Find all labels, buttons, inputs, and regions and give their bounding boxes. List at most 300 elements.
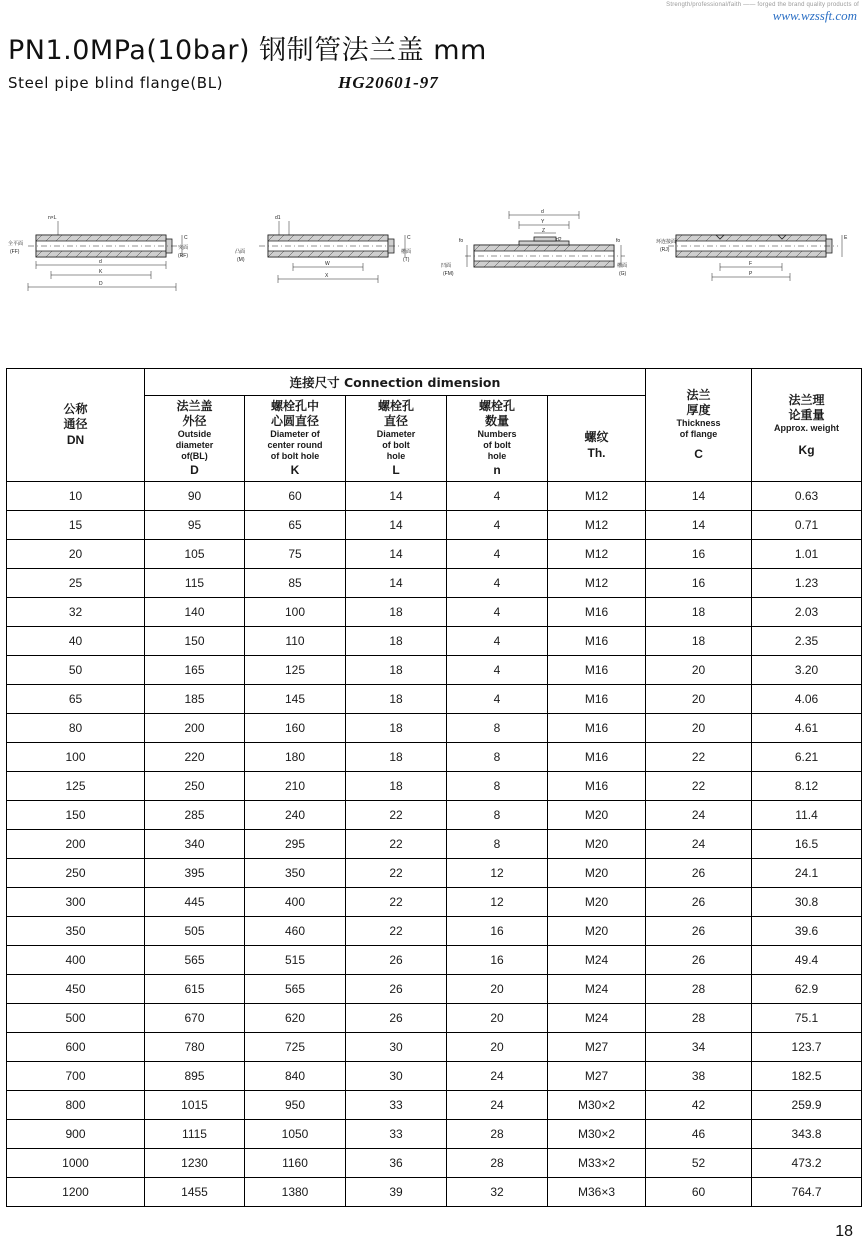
svg-text:E: E: [843, 235, 848, 241]
table-cell-n: 20: [447, 1033, 548, 1062]
table-cell-dn: 25: [7, 569, 145, 598]
table-cell-kg: 16.5: [752, 830, 862, 859]
table-cell-L: 18: [346, 685, 447, 714]
table-cell-K: 240: [245, 801, 346, 830]
figure-male-tongue-flange: [223, 205, 428, 325]
table-cell-dn: 900: [7, 1120, 145, 1149]
table-row: [7, 859, 862, 888]
table-cell-L: 22: [346, 859, 447, 888]
top-banner: [0, 0, 867, 22]
table-cell-kg: 3.20: [752, 656, 862, 685]
table-cell-L: 18: [346, 743, 447, 772]
table-cell-kg: 2.03: [752, 598, 862, 627]
table-cell-n: 12: [447, 888, 548, 917]
table-cell-L: 33: [346, 1120, 447, 1149]
svg-text:(RJ): (RJ): [659, 247, 670, 253]
table-cell-L: 22: [346, 888, 447, 917]
table-cell-th: M30×2: [548, 1120, 646, 1149]
table-cell-n: 28: [447, 1149, 548, 1178]
table-cell-D: 115: [145, 569, 245, 598]
table-cell-L: 14: [346, 540, 447, 569]
table-row: [7, 1004, 862, 1033]
svg-text:n×L: n×L: [48, 215, 57, 221]
table-cell-C: 24: [646, 801, 752, 830]
table-cell-D: 150: [145, 627, 245, 656]
table-cell-th: M16: [548, 656, 646, 685]
table-cell-n: 8: [447, 801, 548, 830]
table-cell-C: 14: [646, 511, 752, 540]
col-header-dn-cn-2: 通径: [63, 417, 88, 431]
table-cell-L: 18: [346, 598, 447, 627]
table-cell-n: 20: [447, 1004, 548, 1033]
table-cell-n: 8: [447, 743, 548, 772]
table-cell-n: 4: [447, 685, 548, 714]
table-row: [7, 772, 862, 801]
col-header-n-en-3: hole: [487, 451, 507, 461]
table-cell-K: 110: [245, 627, 346, 656]
table-cell-D: 140: [145, 598, 245, 627]
table-cell-th: M33×2: [548, 1149, 646, 1178]
table-row: [7, 714, 862, 743]
table-cell-D: 615: [145, 975, 245, 1004]
svg-text:(FF): (FF): [10, 249, 20, 255]
technical-drawings: [6, 205, 861, 325]
table-row: [7, 598, 862, 627]
table-cell-th: M12: [548, 540, 646, 569]
page-subtitle: Steel pipe blind flange(BL): [8, 74, 224, 92]
col-header-d: [145, 396, 245, 482]
table-cell-K: 725: [245, 1033, 346, 1062]
table-cell-n: 28: [447, 1120, 548, 1149]
specification-table-wrap: [6, 368, 861, 1207]
table-cell-C: 26: [646, 917, 752, 946]
table-cell-D: 780: [145, 1033, 245, 1062]
table-cell-L: 26: [346, 946, 447, 975]
table-cell-n: 8: [447, 830, 548, 859]
table-cell-th: M27: [548, 1033, 646, 1062]
table-row: [7, 511, 862, 540]
table-cell-K: 160: [245, 714, 346, 743]
table-cell-n: 8: [447, 772, 548, 801]
table-cell-th: M12: [548, 569, 646, 598]
col-header-thread: [548, 396, 646, 482]
table-cell-dn: 10: [7, 482, 145, 511]
table-cell-C: 26: [646, 859, 752, 888]
table-cell-D: 1230: [145, 1149, 245, 1178]
table-cell-D: 220: [145, 743, 245, 772]
table-cell-L: 14: [346, 482, 447, 511]
table-cell-th: M16: [548, 685, 646, 714]
page-number: 18: [835, 1223, 853, 1240]
table-cell-kg: 4.06: [752, 685, 862, 714]
col-header-l-en-2: of bolt: [382, 440, 410, 450]
page-title-block: [8, 28, 859, 93]
col-header-d-en-3: of(BL): [181, 451, 208, 461]
table-cell-K: 295: [245, 830, 346, 859]
table-row: [7, 830, 862, 859]
table-cell-th: M30×2: [548, 1091, 646, 1120]
table-cell-K: 180: [245, 743, 346, 772]
svg-text:全平面: 全平面: [8, 241, 24, 247]
table-cell-K: 400: [245, 888, 346, 917]
table-cell-K: 620: [245, 1004, 346, 1033]
svg-text:W: W: [324, 261, 330, 267]
table-cell-kg: 343.8: [752, 1120, 862, 1149]
table-cell-K: 100: [245, 598, 346, 627]
col-header-l-sym: L: [392, 463, 400, 477]
table-cell-K: 1160: [245, 1149, 346, 1178]
table-row: [7, 482, 862, 511]
table-cell-dn: 125: [7, 772, 145, 801]
table-cell-th: M24: [548, 975, 646, 1004]
specification-table: [6, 368, 862, 1207]
svg-text:d: d: [99, 259, 102, 265]
col-header-l-cn-1: 螺栓孔: [377, 399, 414, 413]
table-cell-D: 90: [145, 482, 245, 511]
figure-ring-joint-flange: [656, 205, 861, 325]
col-header-d-cn-2: 外径: [182, 414, 207, 428]
table-cell-D: 95: [145, 511, 245, 540]
col-header-weight: [752, 369, 862, 482]
table-cell-C: 20: [646, 685, 752, 714]
table-cell-th: M16: [548, 598, 646, 627]
col-header-weight-sym: Kg: [798, 442, 815, 457]
table-cell-n: 16: [447, 917, 548, 946]
table-cell-D: 895: [145, 1062, 245, 1091]
col-header-c-cn-2: 厚度: [686, 403, 711, 417]
col-header-d-en-2: diameter: [175, 440, 214, 450]
table-cell-kg: 39.6: [752, 917, 862, 946]
svg-text:d1: d1: [274, 215, 281, 221]
svg-text:D: D: [99, 281, 103, 287]
table-cell-n: 4: [447, 627, 548, 656]
table-cell-kg: 62.9: [752, 975, 862, 1004]
table-cell-K: 460: [245, 917, 346, 946]
col-header-l-cn-2: 直径: [383, 414, 408, 428]
table-cell-kg: 24.1: [752, 859, 862, 888]
table-cell-C: 16: [646, 540, 752, 569]
table-cell-th: M20: [548, 859, 646, 888]
table-body: [7, 482, 862, 1207]
svg-text:d2: d2: [556, 237, 562, 243]
table-cell-n: 4: [447, 482, 548, 511]
svg-text:环连接面: 环连接面: [655, 239, 676, 245]
table-row: [7, 743, 862, 772]
table-cell-L: 30: [346, 1033, 447, 1062]
table-cell-C: 18: [646, 598, 752, 627]
table-cell-dn: 600: [7, 1033, 145, 1062]
table-cell-L: 22: [346, 830, 447, 859]
table-cell-n: 24: [447, 1091, 548, 1120]
table-row: [7, 569, 862, 598]
table-cell-C: 20: [646, 714, 752, 743]
table-cell-kg: 1.01: [752, 540, 862, 569]
col-header-thread-cn-1: 螺纹: [584, 430, 609, 444]
table-cell-n: 8: [447, 714, 548, 743]
table-cell-L: 18: [346, 627, 447, 656]
table-cell-L: 26: [346, 975, 447, 1004]
table-cell-kg: 1.23: [752, 569, 862, 598]
table-cell-K: 210: [245, 772, 346, 801]
table-cell-L: 39: [346, 1178, 447, 1207]
col-header-k-cn-2: 心圆直径: [270, 414, 319, 428]
col-header-d-en-1: Outside: [177, 429, 212, 439]
table-cell-D: 1015: [145, 1091, 245, 1120]
table-row: [7, 540, 862, 569]
svg-text:Z: Z: [542, 228, 546, 234]
table-cell-D: 670: [145, 1004, 245, 1033]
table-cell-kg: 182.5: [752, 1062, 862, 1091]
table-row: [7, 1091, 862, 1120]
table-cell-D: 185: [145, 685, 245, 714]
table-cell-n: 20: [447, 975, 548, 1004]
subtitle-row: [8, 73, 859, 93]
table-cell-dn: 50: [7, 656, 145, 685]
col-header-d-cn-1: 法兰盖: [176, 399, 213, 413]
svg-text:P: P: [748, 271, 753, 277]
svg-text:C: C: [406, 235, 411, 241]
table-cell-C: 26: [646, 888, 752, 917]
table-cell-D: 1455: [145, 1178, 245, 1207]
table-cell-L: 36: [346, 1149, 447, 1178]
table-cell-D: 505: [145, 917, 245, 946]
table-cell-kg: 6.21: [752, 743, 862, 772]
table-cell-C: 28: [646, 1004, 752, 1033]
table-cell-C: 16: [646, 569, 752, 598]
table-cell-th: M16: [548, 743, 646, 772]
table-cell-kg: 0.71: [752, 511, 862, 540]
col-header-weight-cn-1: 法兰理: [788, 392, 825, 407]
banner-slogan: Strength/professional/faith —— forged the brand quality products of: [666, 2, 859, 8]
table-cell-dn: 800: [7, 1091, 145, 1120]
table-cell-C: 60: [646, 1178, 752, 1207]
table-cell-n: 24: [447, 1062, 548, 1091]
table-cell-dn: 400: [7, 946, 145, 975]
table-cell-kg: 4.61: [752, 714, 862, 743]
table-cell-L: 26: [346, 1004, 447, 1033]
table-cell-K: 1050: [245, 1120, 346, 1149]
svg-text:槽面: 槽面: [617, 263, 628, 269]
table-cell-dn: 250: [7, 859, 145, 888]
table-cell-L: 14: [346, 569, 447, 598]
table-cell-th: M20: [548, 830, 646, 859]
table-cell-n: 4: [447, 656, 548, 685]
table-cell-L: 22: [346, 917, 447, 946]
table-row: [7, 1033, 862, 1062]
col-header-l-en-1: Diameter: [376, 429, 416, 439]
col-header-l-en-3: hole: [386, 451, 406, 461]
figure-female-groove-flange: [439, 205, 644, 325]
table-cell-D: 105: [145, 540, 245, 569]
table-cell-th: M16: [548, 772, 646, 801]
table-cell-kg: 8.12: [752, 772, 862, 801]
table-cell-n: 16: [447, 946, 548, 975]
table-cell-C: 20: [646, 656, 752, 685]
table-cell-K: 85: [245, 569, 346, 598]
table-cell-th: M36×3: [548, 1178, 646, 1207]
col-header-c-en-1: Thickness: [676, 418, 721, 428]
svg-text:K: K: [99, 269, 103, 275]
table-cell-L: 18: [346, 656, 447, 685]
table-row: [7, 917, 862, 946]
table-cell-kg: 259.9: [752, 1091, 862, 1120]
col-header-l: [346, 396, 447, 482]
col-header-n-sym: n: [493, 463, 501, 477]
table-row: [7, 975, 862, 1004]
table-cell-dn: 20: [7, 540, 145, 569]
col-header-weight-en-1: Approx. weight: [774, 422, 840, 433]
table-cell-K: 60: [245, 482, 346, 511]
table-cell-C: 14: [646, 482, 752, 511]
table-cell-n: 4: [447, 598, 548, 627]
col-header-n-en-1: Numbers: [477, 429, 517, 439]
table-cell-C: 34: [646, 1033, 752, 1062]
table-cell-th: M20: [548, 917, 646, 946]
table-cell-D: 285: [145, 801, 245, 830]
table-cell-th: M12: [548, 482, 646, 511]
table-cell-L: 30: [346, 1062, 447, 1091]
table-cell-th: M24: [548, 946, 646, 975]
col-header-dn: [7, 369, 145, 482]
table-row: [7, 627, 862, 656]
svg-text:(T): (T): [402, 257, 410, 263]
col-header-dn-sym: DN: [66, 433, 85, 447]
table-cell-C: 26: [646, 946, 752, 975]
table-cell-dn: 1200: [7, 1178, 145, 1207]
svg-text:F: F: [748, 261, 753, 267]
col-header-n-cn-2: 数量: [484, 414, 509, 428]
table-cell-th: M24: [548, 1004, 646, 1033]
table-cell-D: 1115: [145, 1120, 245, 1149]
col-header-k-en-2: center round: [267, 440, 323, 450]
table-row: [7, 656, 862, 685]
standard-code: HG20601-97: [338, 73, 439, 92]
table-cell-K: 1380: [245, 1178, 346, 1207]
table-cell-dn: 32: [7, 598, 145, 627]
table-cell-dn: 150: [7, 801, 145, 830]
table-cell-kg: 2.35: [752, 627, 862, 656]
col-header-c-en-2: of flange: [679, 429, 718, 439]
col-header-k-en-3: of bolt hole: [270, 451, 320, 461]
table-row: [7, 946, 862, 975]
table-cell-dn: 200: [7, 830, 145, 859]
table-cell-L: 22: [346, 801, 447, 830]
table-cell-th: M16: [548, 627, 646, 656]
table-cell-kg: 473.2: [752, 1149, 862, 1178]
svg-text:fo: fo: [459, 238, 464, 244]
table-cell-kg: 75.1: [752, 1004, 862, 1033]
table-cell-D: 165: [145, 656, 245, 685]
table-cell-K: 840: [245, 1062, 346, 1091]
table-cell-th: M27: [548, 1062, 646, 1091]
table-cell-D: 445: [145, 888, 245, 917]
col-header-dn-cn-1: 公称: [63, 402, 88, 416]
table-cell-D: 565: [145, 946, 245, 975]
table-cell-th: M12: [548, 511, 646, 540]
table-row: [7, 1178, 862, 1207]
col-header-k: [245, 396, 346, 482]
table-cell-K: 565: [245, 975, 346, 1004]
table-cell-C: 52: [646, 1149, 752, 1178]
table-cell-C: 38: [646, 1062, 752, 1091]
table-cell-K: 75: [245, 540, 346, 569]
table-cell-C: 46: [646, 1120, 752, 1149]
table-cell-L: 18: [346, 772, 447, 801]
table-cell-K: 350: [245, 859, 346, 888]
website-url[interactable]: www.wzssft.com: [772, 8, 857, 23]
svg-text:d: d: [541, 209, 545, 215]
col-group-header-connection: 连接尺寸 Connection dimension: [145, 369, 646, 396]
table-cell-n: 32: [447, 1178, 548, 1207]
table-cell-K: 950: [245, 1091, 346, 1120]
table-cell-kg: 123.7: [752, 1033, 862, 1062]
table-cell-kg: 49.4: [752, 946, 862, 975]
col-header-k-en-1: Diameter of: [270, 429, 320, 439]
svg-text:凹面: 凹面: [441, 263, 452, 269]
table-cell-dn: 100: [7, 743, 145, 772]
svg-text:fo: fo: [616, 238, 621, 244]
table-cell-n: 12: [447, 859, 548, 888]
table-cell-C: 42: [646, 1091, 752, 1120]
table-cell-dn: 15: [7, 511, 145, 540]
table-row: [7, 1149, 862, 1178]
table-cell-th: M16: [548, 714, 646, 743]
table-cell-D: 200: [145, 714, 245, 743]
table-cell-dn: 500: [7, 1004, 145, 1033]
svg-text:(M): (M): [236, 257, 245, 263]
table-cell-C: 28: [646, 975, 752, 1004]
table-cell-dn: 700: [7, 1062, 145, 1091]
col-header-n-cn-1: 螺栓孔: [478, 399, 515, 413]
col-header-c-cn-1: 法兰: [686, 388, 711, 402]
table-cell-dn: 350: [7, 917, 145, 946]
table-cell-D: 340: [145, 830, 245, 859]
svg-text:C: C: [184, 235, 188, 241]
svg-text:槽面: 槽面: [400, 249, 411, 255]
table-row: [7, 685, 862, 714]
table-cell-D: 250: [145, 772, 245, 801]
col-header-k-cn-1: 螺栓孔中: [270, 399, 319, 413]
col-header-d-sym: D: [190, 463, 199, 477]
table-row: [7, 888, 862, 917]
table-cell-L: 18: [346, 714, 447, 743]
col-header-c: [646, 369, 752, 482]
table-cell-K: 145: [245, 685, 346, 714]
svg-text:Y: Y: [541, 219, 545, 225]
col-header-k-sym: K: [290, 463, 300, 477]
table-cell-dn: 80: [7, 714, 145, 743]
table-cell-n: 4: [447, 511, 548, 540]
table-cell-C: 22: [646, 772, 752, 801]
table-cell-dn: 300: [7, 888, 145, 917]
table-cell-C: 24: [646, 830, 752, 859]
svg-text:凸面: 凸面: [234, 249, 245, 255]
table-row: [7, 1120, 862, 1149]
col-header-weight-cn-2: 论重量: [788, 407, 825, 422]
table-cell-n: 4: [447, 540, 548, 569]
col-header-c-sym: C: [694, 447, 703, 461]
figure-full-face-flange: [6, 205, 211, 325]
table-cell-K: 125: [245, 656, 346, 685]
table-cell-D: 395: [145, 859, 245, 888]
svg-text:X: X: [324, 273, 328, 279]
table-cell-L: 33: [346, 1091, 447, 1120]
table-group-header-row: [7, 369, 862, 396]
table-cell-kg: 11.4: [752, 801, 862, 830]
svg-text:(FM): (FM): [443, 271, 454, 277]
table-cell-dn: 40: [7, 627, 145, 656]
table-cell-th: M20: [548, 801, 646, 830]
